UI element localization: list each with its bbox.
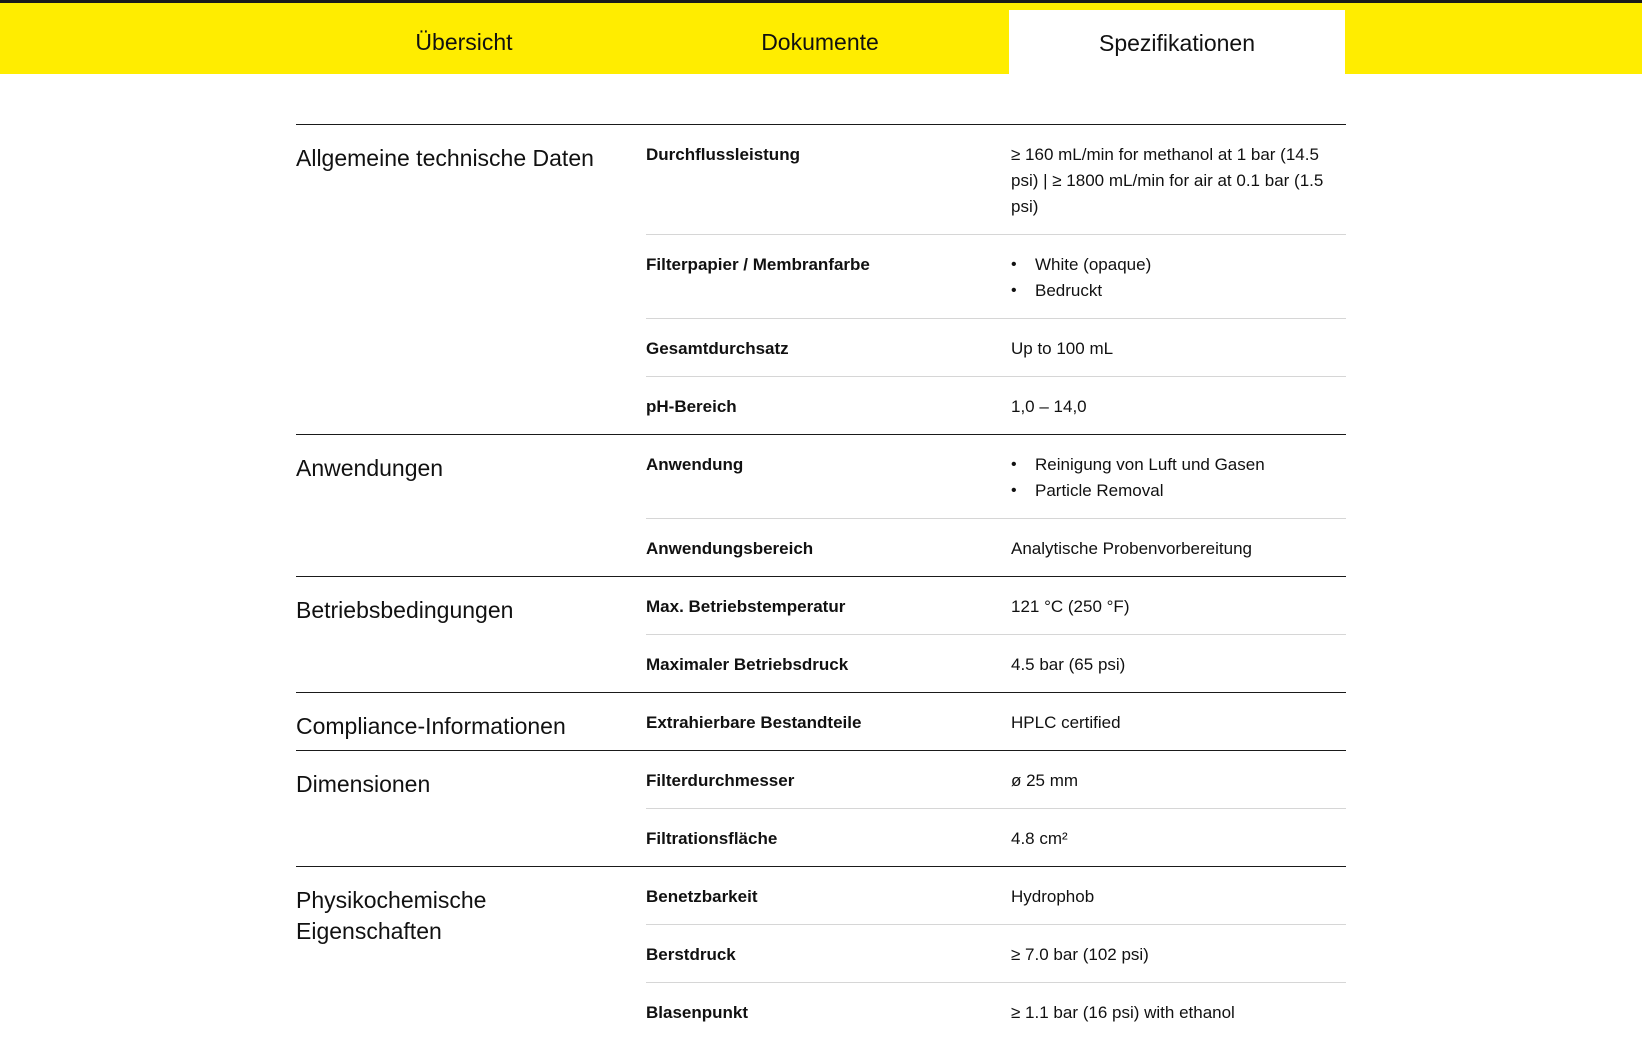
spec-group-physicochemical bbox=[296, 866, 1346, 1040]
spec-label: Anwendung bbox=[646, 455, 744, 474]
spec-row bbox=[646, 924, 1346, 982]
spec-value bbox=[1011, 435, 1346, 518]
spec-label: pH-Bereich bbox=[646, 397, 737, 416]
spec-row bbox=[646, 125, 1346, 234]
spec-label: Max. Betriebstemperatur bbox=[646, 597, 846, 616]
spec-label: Filterpapier / Membranfarbe bbox=[646, 255, 870, 274]
spec-label: Extrahierbare Bestandteile bbox=[646, 713, 862, 732]
spec-value: Hydrophob bbox=[1011, 887, 1095, 906]
tab-documents[interactable]: Dokumente bbox=[761, 28, 879, 55]
spec-row bbox=[646, 982, 1346, 1040]
spec-label: Durchflussleistung bbox=[646, 145, 800, 164]
group-title: Anwendungen bbox=[296, 455, 444, 481]
spec-value: 121 °C (250 °F) bbox=[1011, 597, 1130, 616]
spec-label: Berstdruck bbox=[646, 945, 736, 964]
group-title: Dimensionen bbox=[296, 771, 431, 797]
spec-row bbox=[646, 693, 1346, 750]
spec-label: Anwendungsbereich bbox=[646, 539, 814, 558]
spec-row bbox=[646, 234, 1346, 318]
spec-value-list bbox=[1011, 452, 1346, 504]
spec-value bbox=[1011, 125, 1346, 234]
spec-row bbox=[646, 634, 1346, 692]
spec-value-list bbox=[1011, 252, 1346, 304]
spec-value: Analytische Probenvorbereitung bbox=[1011, 539, 1252, 558]
spec-value: ≥ 7.0 bar (102 psi) bbox=[1011, 945, 1149, 964]
spec-value: ø 25 mm bbox=[1011, 771, 1079, 790]
group-title: Betriebsbedingungen bbox=[296, 597, 514, 623]
spec-value bbox=[1011, 235, 1346, 318]
spec-value: 4.5 bar (65 psi) bbox=[1011, 655, 1126, 674]
specifications-table bbox=[296, 124, 1346, 1040]
spec-label: Filterdurchmesser bbox=[646, 771, 795, 790]
spec-group-applications bbox=[296, 434, 1346, 576]
spec-value: HPLC certified bbox=[1011, 713, 1121, 732]
list-item: • Bedruckt bbox=[1011, 278, 1346, 304]
group-title: Physikochemische Eigenschaften bbox=[296, 887, 487, 944]
spec-label: Blasenpunkt bbox=[646, 1003, 749, 1022]
spec-row bbox=[646, 435, 1346, 518]
spec-row bbox=[646, 808, 1346, 866]
group-title: Allgemeine technische Daten bbox=[296, 145, 594, 171]
spec-row bbox=[646, 518, 1346, 576]
spec-group-dimensions bbox=[296, 750, 1346, 866]
spec-label: Filtrationsfläche bbox=[646, 829, 778, 848]
spec-value: Up to 100 mL bbox=[1011, 339, 1114, 358]
spec-value: 4.8 cm² bbox=[1011, 829, 1068, 848]
spec-row bbox=[646, 577, 1346, 634]
spec-label: Benetzbarkeit bbox=[646, 887, 758, 906]
spec-value: 1,0 – 14,0 bbox=[1011, 397, 1087, 416]
spec-row bbox=[646, 376, 1346, 434]
list-item: • Reinigung von Luft und Gasen bbox=[1011, 452, 1346, 478]
list-item: • White (opaque) bbox=[1011, 252, 1346, 278]
tab-specifications[interactable]: Spezifikationen bbox=[1009, 10, 1345, 77]
spec-label: Maximaler Betriebsdruck bbox=[646, 655, 849, 674]
spec-value-text: ≥ 160 mL/min for methanol at 1 bar (14.5 psi) | ≥ 1800 mL/min for air at 0.1 bar (1.5 psi) bbox=[1011, 145, 1324, 216]
spec-group-general bbox=[296, 124, 1346, 434]
list-item: • Particle Removal bbox=[1011, 478, 1346, 504]
spec-row bbox=[646, 751, 1346, 808]
spec-value: ≥ 1.1 bar (16 psi) with ethanol bbox=[1011, 1003, 1235, 1022]
spec-row bbox=[646, 867, 1346, 924]
spec-group-operating-conditions bbox=[296, 576, 1346, 692]
tab-overview[interactable]: Übersicht bbox=[415, 28, 513, 55]
spec-label: Gesamtdurchsatz bbox=[646, 339, 789, 358]
tab-bar bbox=[0, 3, 1642, 74]
spec-row bbox=[646, 318, 1346, 376]
group-title: Compliance-Informationen bbox=[296, 713, 566, 739]
spec-group-compliance bbox=[296, 692, 1346, 750]
